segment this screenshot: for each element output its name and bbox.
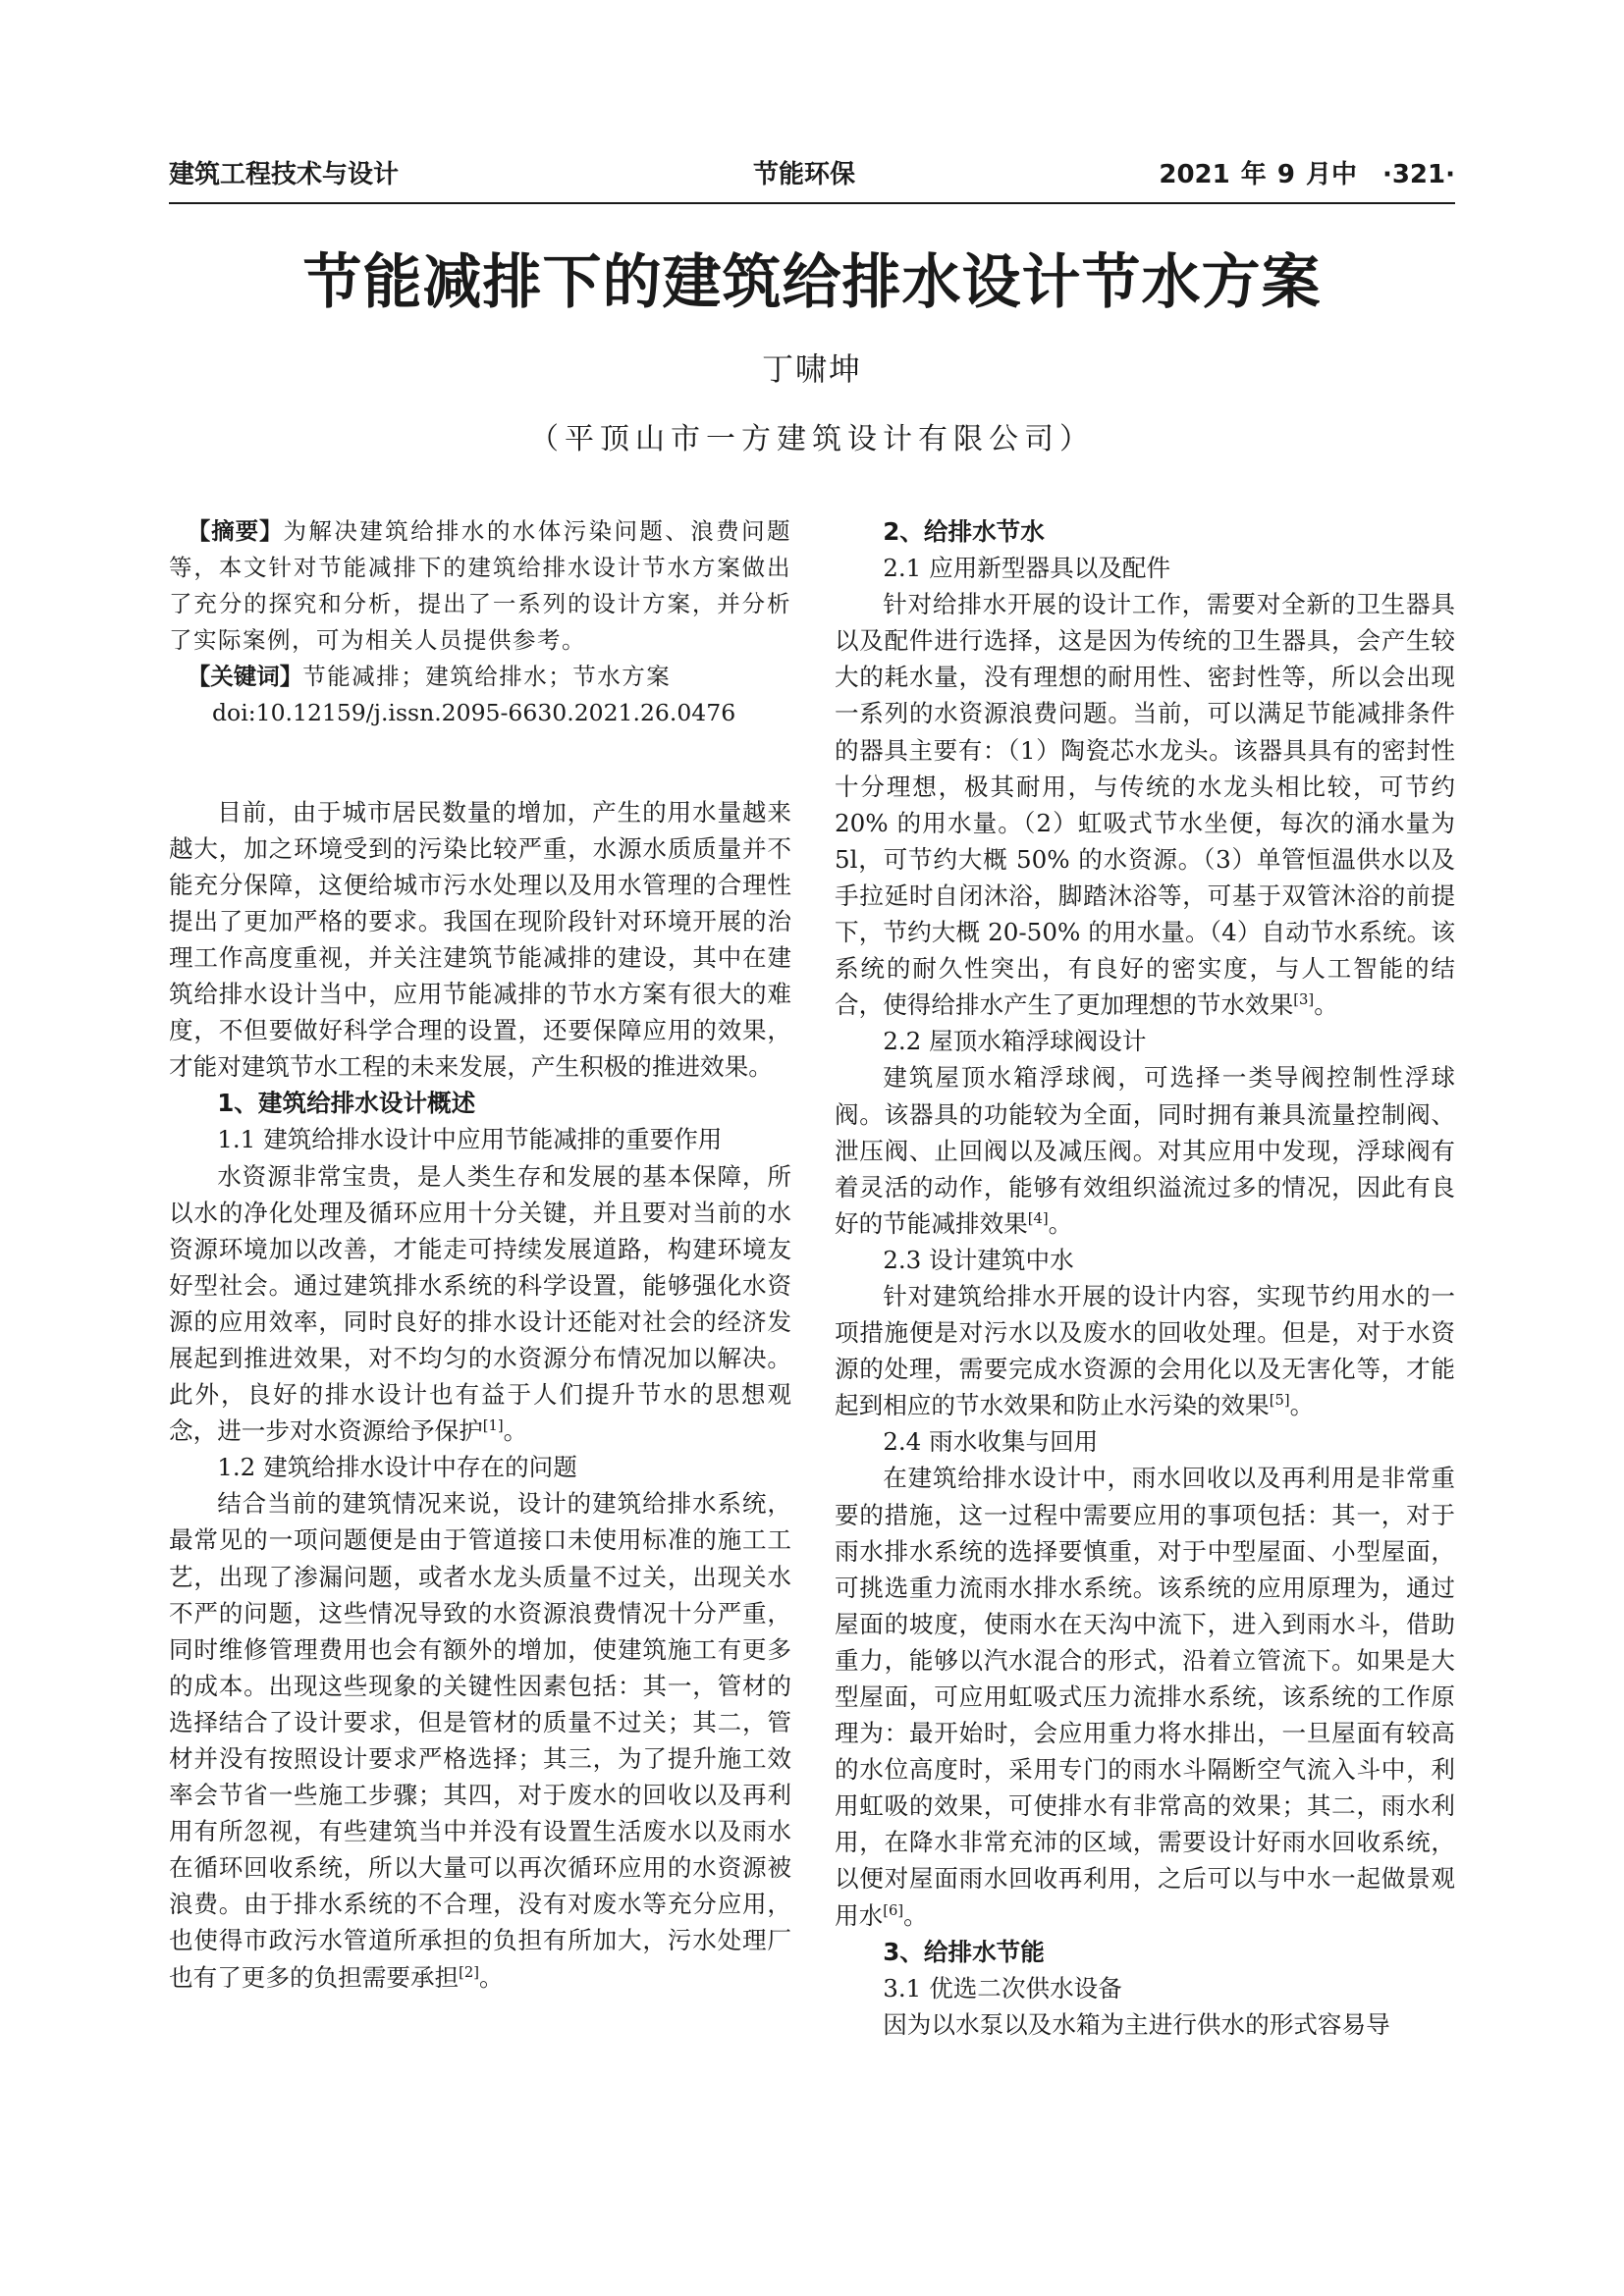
journal-name: 建筑工程技术与设计 [169, 160, 400, 189]
keywords-paragraph [169, 659, 791, 695]
abstract-block [169, 513, 791, 732]
citation-5: [5] [1269, 1392, 1290, 1410]
keywords-label: 【关键词】 [187, 663, 303, 691]
section-2-3-paragraph: 针对建筑给排水开展的设计内容，实现节约用水的一项措施便是对污水以及废水的回收处理。但是，对于水资源的处理，需要完成水资源的会用化以及无害化等，才能起到相应的节水效果和防止水污染的效果[5]。 [835, 1281, 1455, 1420]
section-2-1-paragraph: 针对给排水开展的设计工作，需要对全新的卫生器具以及配件进行选择，这是因为传统的卫生器具，会产生较大的耗水量，没有理想的耐用性、密封性等，所以会出现一系列的水资源浪费问题。当前，可以满足节能减排条件的器具主要有：（1）陶瓷芯水龙头。该器具具有的密封性十分理想，极其耐用，与传统的水龙头相比较，可节约 20% 的用水量。（2）虹吸式节水坐便，每次的涌水量为 5l，可节约大概 50% 的水资源。（3）单管恒温供水以及手拉延时自闭沐浴，脚踏沐浴等，可基于双管沐浴的前提下，节约大概 20-50% 的用水量。（4）自动节水系统。该系统的耐久性突出，有良好的密实度，与人工智能的结合，使得给排水产生了更加理想的节水效果[3]。 [835, 590, 1455, 1020]
section-2-heading: 2、给排水节水 [883, 517, 1045, 546]
left-column [169, 513, 791, 1996]
abstract-paragraph [169, 513, 791, 659]
section-1-heading: 1、建筑给排水设计概述 [217, 1089, 476, 1118]
section-3-heading: 3、给排水节能 [883, 1937, 1045, 1966]
section-3-1-heading: 3.1 优选二次供水设备 [883, 1973, 1122, 2002]
section-2-3-text: 针对建筑给排水开展的设计内容，实现节约用水的一项措施便是对污水以及废水的回收处理。但是，对于水资源的处理，需要完成水资源的会用化以及无害化等，才能起到相应的节水效果和防止水污染的效果 [835, 1281, 1455, 1420]
section-1-1-paragraph: 水资源非常宝贵，是人类生存和发展的基本保障，所以水的净化处理及循环应用十分关键，并且要对当前的水资源环境加以改善，才能走可持续发展道路，构建环境友好型社会。通过建筑排水系统的科学设置，能够强化水资源的应用效率，同时良好的排水设计还能对社会的经济发展起到推进效果，对不均匀的水资源分布情况加以解决。此外，良好的排水设计也有益于人们提升节水的思想观念，进一步对水资源给予保护[1]。 [169, 1161, 791, 1446]
section-3-1-paragraph: 因为以水泵以及水箱为主进行供水的形式容易导 [883, 2009, 1390, 2039]
keywords-text: 节能减排；建筑给排水；节水方案 [302, 663, 672, 691]
citation-3: [3] [1293, 991, 1315, 1009]
section-2-2-paragraph: 建筑屋顶水箱浮球阀，可选择一类导阀控制性浮球阀。该器具的功能较为全面，同时拥有兼具流量控制阀、泄压阀、止回阀以及减压阀。对其应用中发现，浮球阀有着灵活的动作，能够有效组织溢流过多的情况，因此有良好的节能减排效果[4]。 [835, 1063, 1455, 1238]
section-1-1-text: 水资源非常宝贵，是人类生存和发展的基本保障，所以水的净化处理及循环应用十分关键，并且要对当前的水资源环境加以改善，才能走可持续发展道路，构建环境友好型社会。通过建筑排水系统的科学设置，能够强化水资源的应用效率，同时良好的排水设计还能对社会的经济发展起到推进效果，对不均匀的水资源分布情况加以解决。此外，良好的排水设计也有益于人们提升节水的思想观念，进一步对水资源给予保护 [169, 1161, 791, 1446]
section-2-4-paragraph: 在建筑给排水设计中，雨水回收以及再利用是非常重要的措施，这一过程中需要应用的事项包括：其一，对于雨水排水系统的选择要慎重，对于中型屋面、小型屋面，可挑选重力流雨水排水系统。该系统的应用原理为，通过屋面的坡度，使雨水在天沟中流下，进入到雨水斗，借助重力，能够以汽水混合的形式，沿着立管流下。如果是大型屋面，可应用虹吸式压力流排水系统，该系统的工作原理为：最开始时，会应用重力将水排出，一旦屋面有较高的水位高度时，采用专门的雨水斗隔断空气流入斗中，利用虹吸的效果，可使排水有非常高的效果；其二，雨水利用，在降水非常充沛的区域，需要设计好雨水回收系统，以便对屋面雨水回收再利用，之后可以与中水一起做景观用水[6]。 [835, 1464, 1455, 1930]
section-2-3-heading: 2.3 设计建筑中水 [883, 1245, 1074, 1274]
section-2-1-heading: 2.1 应用新型器具以及配件 [883, 554, 1171, 583]
section-1-1-heading: 1.1 建筑给排水设计中应用节能减排的重要作用 [217, 1125, 723, 1154]
abstract-label: 【摘要】 [187, 517, 284, 545]
header-rule [169, 202, 1455, 204]
section-name: 节能环保 [753, 160, 856, 189]
abstract-spacer [169, 732, 791, 794]
section-2-2-heading: 2.2 屋顶水箱浮球阀设计 [883, 1027, 1147, 1056]
abstract-text: 为解决建筑给排水的水体污染问题、浪费问题等，本文针对节能减排下的建筑给排水设计节水方案做出了充分的探究和分析，提出了一系列的设计方案，并分析了实际案例，可为相关人员提供参考。 [169, 517, 791, 655]
author-affiliation: （平顶山市一方建筑设计有限公司） [529, 422, 1095, 456]
section-1-2-paragraph: 结合当前的建筑情况来说，设计的建筑给排水系统，最常见的一项问题便是由于管道接口未使用标准的施工工艺，出现了渗漏问题，或者水龙头质量不过关，出现关水不严的问题，这些情况导致的水资源浪费情况十分严重，同时维修管理费用也会有额外的增加，使建筑施工有更多的成本。出现这些现象的关键性因素包括：其一，管材的选择结合了设计要求，但是管材的质量不过关；其二，管材并没有按照设计要求严格选择；其三，为了提升施工效率会节省一些施工步骤；其四，对于废水的回收以及再利用有所忽视，有些建筑当中并没有设置生活废水以及雨水在循环回收系统，所以大量可以再次循环应用的水资源被浪费。由于排水系统的不合理，没有对废水等充分应用，也使得市政污水管道所承担的负担有所加大，污水处理厂也有了更多的负担需要承担[2]。 [169, 1489, 791, 1992]
doi: doi:10.12159/j.issn.2095-6630.2021.26.0476 [212, 699, 736, 727]
section-2-2-text: 建筑屋顶水箱浮球阀，可选择一类导阀控制性浮球阀。该器具的功能较为全面，同时拥有兼具流量控制阀、泄压阀、止回阀以及减压阀。对其应用中发现，浮球阀有着灵活的动作，能够有效组织溢流过多的情况，因此有良好的节能减排效果 [835, 1063, 1455, 1238]
running-header [169, 155, 1455, 194]
section-1-2-heading: 1.2 建筑给排水设计中存在的问题 [217, 1453, 577, 1482]
issue-and-page: 2021 年 9 月中 ·321· [1159, 160, 1455, 189]
right-column [835, 513, 1455, 2043]
citation-6: [6] [883, 1901, 904, 1919]
citation-1: [1] [482, 1416, 504, 1434]
intro-paragraph: 目前，由于城市居民数量的增加，产生的用水量越来越大，加之环境受到的污染比较严重，水源水质质量并不能充分保障，这便给城市污水处理以及用水管理的合理性提出了更加严格的要求。我国在现阶段针对环境开展的治理工作高度重视，并关注建筑节能减排的建设，其中在建筑给排水设计当中，应用节能减排的节水方案有很大的难度，不但要做好科学合理的设置，还要保障应用的效果，才能对建筑节水工程的未来发展，产生积极的推进效果。 [169, 797, 791, 1082]
section-2-4-text: 在建筑给排水设计中，雨水回收以及再利用是非常重要的措施，这一过程中需要应用的事项包括：其一，对于雨水排水系统的选择要慎重，对于中型屋面、小型屋面，可挑选重力流雨水排水系统。该系统的应用原理为，通过屋面的坡度，使雨水在天沟中流下，进入到雨水斗，借助重力，能够以汽水混合的形式，沿着立管流下。如果是大型屋面，可应用虹吸式压力流排水系统，该系统的工作原理为：最开始时，会应用重力将水排出，一旦屋面有较高的水位高度时，采用专门的雨水斗隔断空气流入斗中，利用虹吸的效果，可使排水有非常高的效果；其二，雨水利用，在降水非常充沛的区域，需要设计好雨水回收系统，以便对屋面雨水回收再利用，之后可以与中水一起做景观用水 [835, 1464, 1455, 1930]
section-1-2-text: 结合当前的建筑情况来说，设计的建筑给排水系统，最常见的一项问题便是由于管道接口未使用标准的施工工艺，出现了渗漏问题，或者水龙头质量不过关，出现关水不严的问题，这些情况导致的水资源浪费情况十分严重，同时维修管理费用也会有额外的增加，使建筑施工有更多的成本。出现这些现象的关键性因素包括：其一，管材的选择结合了设计要求，但是管材的质量不过关；其二，管材并没有按照设计要求严格选择；其三，为了提升施工效率会节省一些施工步骤；其四，对于废水的回收以及再利用有所忽视，有些建筑当中并没有设置生活废水以及雨水在循环回收系统，所以大量可以再次循环应用的水资源被浪费。由于排水系统的不合理，没有对废水等充分应用，也使得市政污水管道所承担的负担有所加大，污水处理厂也有了更多的负担需要承担 [169, 1489, 791, 1992]
citation-4: [4] [1027, 1209, 1049, 1227]
paper-author: 丁啸坤 [761, 350, 862, 388]
paper-title: 节能减排下的建筑给排水设计节水方案 [302, 248, 1322, 317]
citation-2: [2] [459, 1963, 480, 1981]
section-2-1-text: 针对给排水开展的设计工作，需要对全新的卫生器具以及配件进行选择，这是因为传统的卫生器具，会产生较大的耗水量，没有理想的耐用性、密封性等，所以会出现一系列的水资源浪费问题。当前，可以满足节能减排条件的器具主要有：（1）陶瓷芯水龙头。该器具具有的密封性十分理想，极其耐用，与传统的水龙头相比较，可节约 20% 的用水量。（2）虹吸式节水坐便，每次的涌水量为 5l，可节约大概 50% 的水资源。（3）单管恒温供水以及手拉延时自闭沐浴，脚踏沐浴等，可基于双管沐浴的前提下，节约大概 20-50% 的用水量。（4）自动节水系统。该系统的耐久性突出，有良好的密实度，与人工智能的结合，使得给排水产生了更加理想的节水效果 [835, 590, 1455, 1020]
section-2-4-heading: 2.4 雨水收集与回用 [883, 1427, 1099, 1457]
